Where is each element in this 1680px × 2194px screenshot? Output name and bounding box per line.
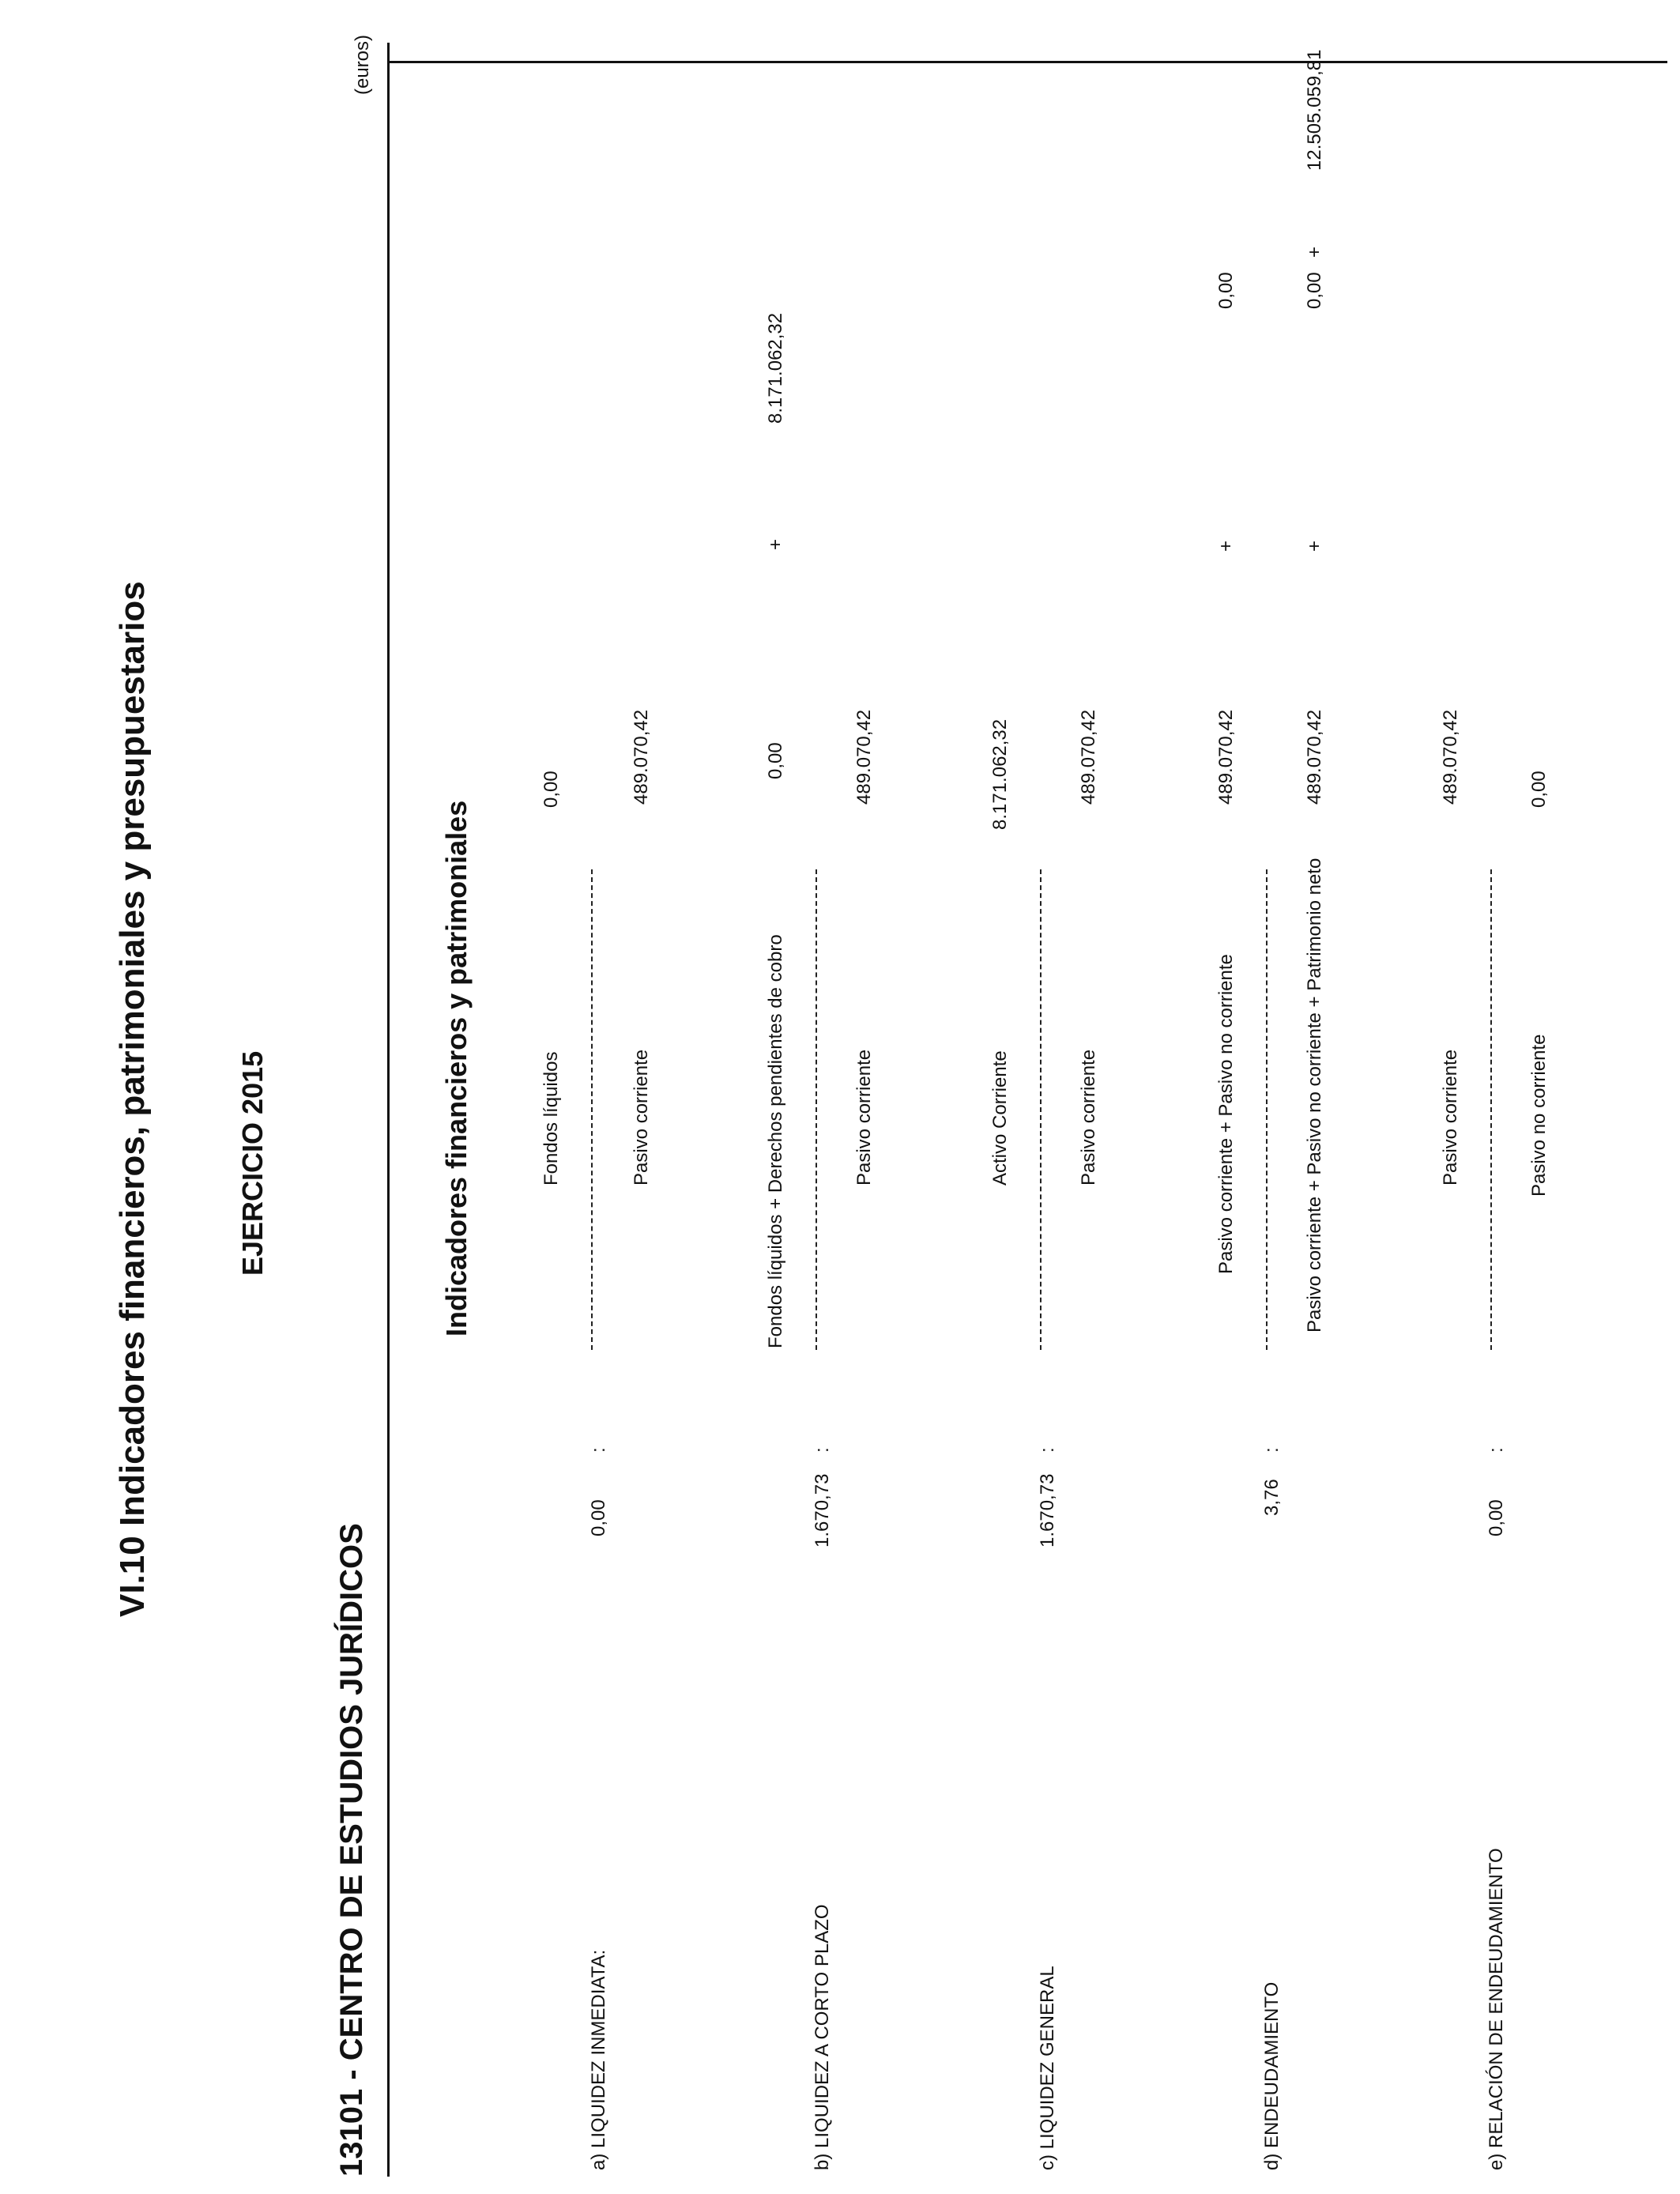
denominator-value: 0,00 bbox=[1304, 272, 1325, 309]
denominator-label: Pasivo corriente bbox=[853, 1049, 875, 1186]
indicator-label: c) LIQUIDEZ GENERAL bbox=[1037, 1966, 1058, 2170]
denominator-value: 489.070,42 bbox=[1078, 709, 1099, 805]
indicator-separator: : bbox=[812, 1447, 833, 1453]
numerator-value: 8.171.062,32 bbox=[765, 312, 786, 424]
numerator-label: Activo Corriente bbox=[989, 1050, 1011, 1186]
indicator-value: 0,00 bbox=[1486, 1499, 1507, 1536]
indicator-separator: : bbox=[1261, 1447, 1283, 1453]
denominator-value: 489.070,42 bbox=[1304, 709, 1325, 805]
plus-sign: + bbox=[1304, 540, 1325, 552]
units-note: (euros) bbox=[352, 34, 373, 95]
numerator-value: 489.070,42 bbox=[1440, 709, 1461, 805]
entity-name: 13101 - CENTRO DE ESTUDIOS JURÍDICOS bbox=[334, 1523, 369, 2177]
indicator-value: 3,76 bbox=[1261, 1479, 1283, 1516]
plus-sign: + bbox=[765, 538, 786, 550]
top-rule bbox=[387, 43, 390, 2177]
indicator-label: e) RELACIÓN DE ENDEUDAMIENTO bbox=[1486, 1848, 1507, 2170]
ejercicio-heading: EJERCICIO 2015 bbox=[236, 1050, 269, 1276]
fraction-line bbox=[1040, 869, 1042, 1350]
numerator-label: Fondos líquidos bbox=[541, 1051, 562, 1186]
plus-sign: + bbox=[1215, 540, 1237, 552]
denominator-value: 489.070,42 bbox=[631, 709, 652, 805]
indicator-label: a) LIQUIDEZ INMEDIATA: bbox=[588, 1949, 609, 2170]
numerator-label: Pasivo corriente bbox=[1440, 1049, 1461, 1186]
fraction-line bbox=[816, 869, 817, 1350]
indicator-value: 1.670,73 bbox=[812, 1473, 833, 1547]
fraction-line bbox=[1266, 869, 1268, 1350]
numerator-value: 0,00 bbox=[1215, 272, 1237, 309]
indicator-value: 1.670,73 bbox=[1037, 1473, 1058, 1547]
right-rule bbox=[387, 61, 1667, 63]
indicator-separator: : bbox=[1037, 1447, 1058, 1453]
denominator-value: 12.505.059,81 bbox=[1304, 49, 1325, 171]
numerator-value: 489.070,42 bbox=[1215, 709, 1237, 805]
indicator-separator: : bbox=[1486, 1447, 1507, 1453]
denominator-label: Pasivo corriente bbox=[631, 1049, 652, 1186]
denominator-label: Pasivo corriente + Pasivo no corriente + Patrimonio neto bbox=[1304, 858, 1325, 1333]
denominator-value: 0,00 bbox=[1528, 771, 1550, 808]
indicator-separator: : bbox=[588, 1447, 609, 1453]
numerator-value: 0,00 bbox=[541, 771, 562, 808]
numerator-label: Fondos líquidos + Derechos pendientes de cobro bbox=[765, 934, 786, 1348]
denominator-label: Pasivo corriente bbox=[1078, 1049, 1099, 1186]
fraction-line bbox=[591, 869, 593, 1350]
report-title: VI.10 Indicadores financieros, patrimoniales y presupuestarios bbox=[113, 581, 152, 1617]
plus-sign: + bbox=[1304, 246, 1325, 258]
section-title: Indicadores financieros y patrimoniales bbox=[440, 800, 473, 1336]
numerator-label: Pasivo corriente + Pasivo no corriente bbox=[1215, 954, 1237, 1274]
indicator-label: d) ENDEUDAMIENTO bbox=[1261, 1981, 1283, 2170]
fraction-line bbox=[1490, 869, 1492, 1350]
numerator-value: 8.171.062,32 bbox=[989, 718, 1011, 830]
numerator-value: 0,00 bbox=[765, 742, 786, 779]
denominator-value: 489.070,42 bbox=[853, 709, 875, 805]
denominator-label: Pasivo no corriente bbox=[1528, 1034, 1550, 1197]
indicator-value: 0,00 bbox=[588, 1499, 609, 1536]
indicator-label: b) LIQUIDEZ A CORTO PLAZO bbox=[812, 1904, 833, 2170]
